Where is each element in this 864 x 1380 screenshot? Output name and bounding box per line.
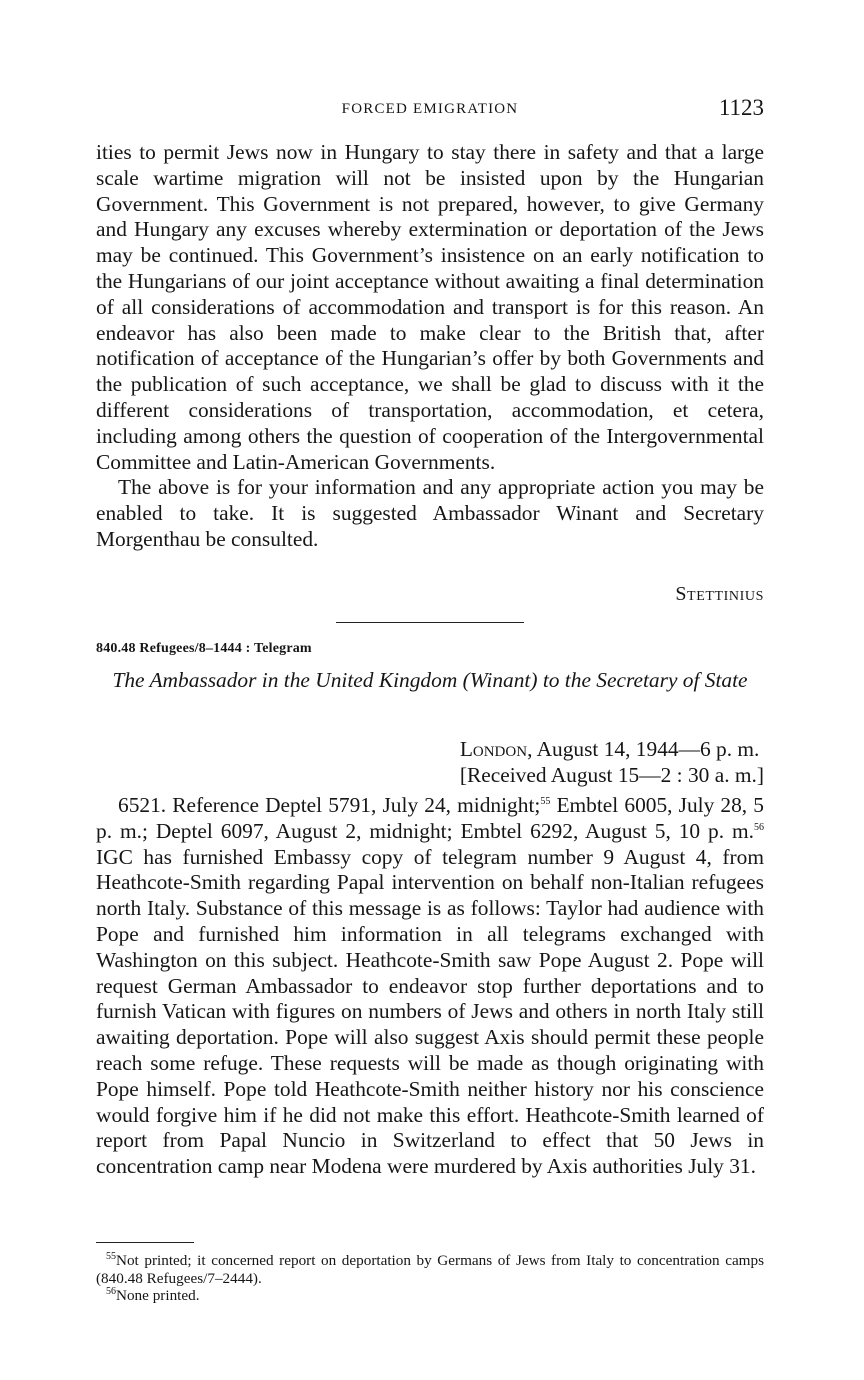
footnotes — [96, 1252, 764, 1305]
dateline-place: London — [459, 737, 528, 761]
telegram-text-part3: IGC has furnished Embassy copy of telegram number 9 August 4, from Heathcote-Smith regarding Papal intervention on behalf non-Italian refugees north Italy. Substance of this message is as follows: Taylor had audience with Pope and furnished him information in all telegrams exchanged with Washington on this subject. Heathcote-Smith saw Pope August 2. Pope will request German Ambassador to endeavor stop further deportations and to furnish Vatican with figures on numbers of Jews and others in north Italy still awaiting deportation. Pope will also suggest Axis should permit these people reach some refuge. These requests will be made as though originating with Pope himself. Pope told Heathcote-Smith neither history nor his conscience would forgive him if he did not make this effort. Heathcote-Smith learned of report from Papal Nuncio in Switzerland to effect that 50 Jews in concentration camp near Modena were murdered by Axis authorities July 31. — [96, 844, 764, 1179]
footnote-divider — [96, 1242, 194, 1243]
document-title: The Ambassador in the United Kingdom (Winant) to the Secretary of State — [112, 668, 748, 692]
footnote-55 — [96, 1252, 764, 1287]
footnote-56 — [96, 1287, 764, 1305]
section-divider — [336, 622, 524, 623]
continued-text-block — [96, 140, 764, 553]
footnote-ref-56: 56 — [754, 821, 764, 833]
continued-paragraph: ities to permit Jews now in Hungary to stay there in safety and that a large scale wartime migration will not be insisted upon by the Hungarian Government. This Government is not prepared, however, to give Germany and Hungary any excuses whereby extermination or deportation of the Jews may be continued. This Government’s insistence on an early notification to the Hungarians of our joint acceptance without awaiting a final determination of all considerations of accommodation and transport is for this reason. An endeavor has also been made to make clear to the British that, after notification of acceptance of the Hungarian’s offer by both Governments and the publication of such acceptance, we shall be glad to discuss with it the different considerations of transportation, accommodation, et cetera, including among others the question of cooperation of the Intergovernmental Committee and Latin-American Governments. — [96, 140, 764, 474]
dateline — [460, 736, 764, 788]
footnote-text: None printed. — [116, 1287, 200, 1304]
dateline-received: [Received August 15—2 : 30 a. m.] — [459, 763, 764, 787]
page-number: 1123 — [718, 95, 764, 120]
footnote-marker: 55 — [106, 1250, 116, 1262]
telegram-body — [96, 793, 764, 1180]
information-paragraph: The above is for your information and any appropriate action you may be enabled to take. It is suggested Ambassador Winant and Secretary Morgenthau be consulted. — [96, 475, 764, 551]
dateline-date: , August 14, 1944—6 p. m. — [527, 737, 760, 761]
footnote-text: Not printed; it concerned report on deportation by Germans of Jews from Italy to concentration camps (840.48 Refugees/7–2444). — [96, 1252, 764, 1287]
running-head — [96, 95, 764, 125]
dateline-sent — [460, 736, 764, 762]
telegram-paragraph — [96, 793, 764, 1180]
file-reference: 840.48 Refugees/8–1444 : Telegram — [96, 641, 312, 656]
signature: Stettinius — [675, 583, 764, 605]
footnote-ref-55: 55 — [540, 795, 551, 807]
document-page — [96, 0, 764, 1380]
telegram-text-part1: 6521. Reference Deptel 5791, July 24, midnight; — [118, 793, 541, 817]
telegram-text-part2: Embtel 6005, July 28, 5 p. m.; Deptel 6097, August 2, midnight; Embtel 6292, August 5, 10 p. m. — [96, 793, 764, 843]
running-title: FORCED EMIGRATION — [341, 101, 519, 117]
footnote-marker: 56 — [106, 1285, 116, 1297]
